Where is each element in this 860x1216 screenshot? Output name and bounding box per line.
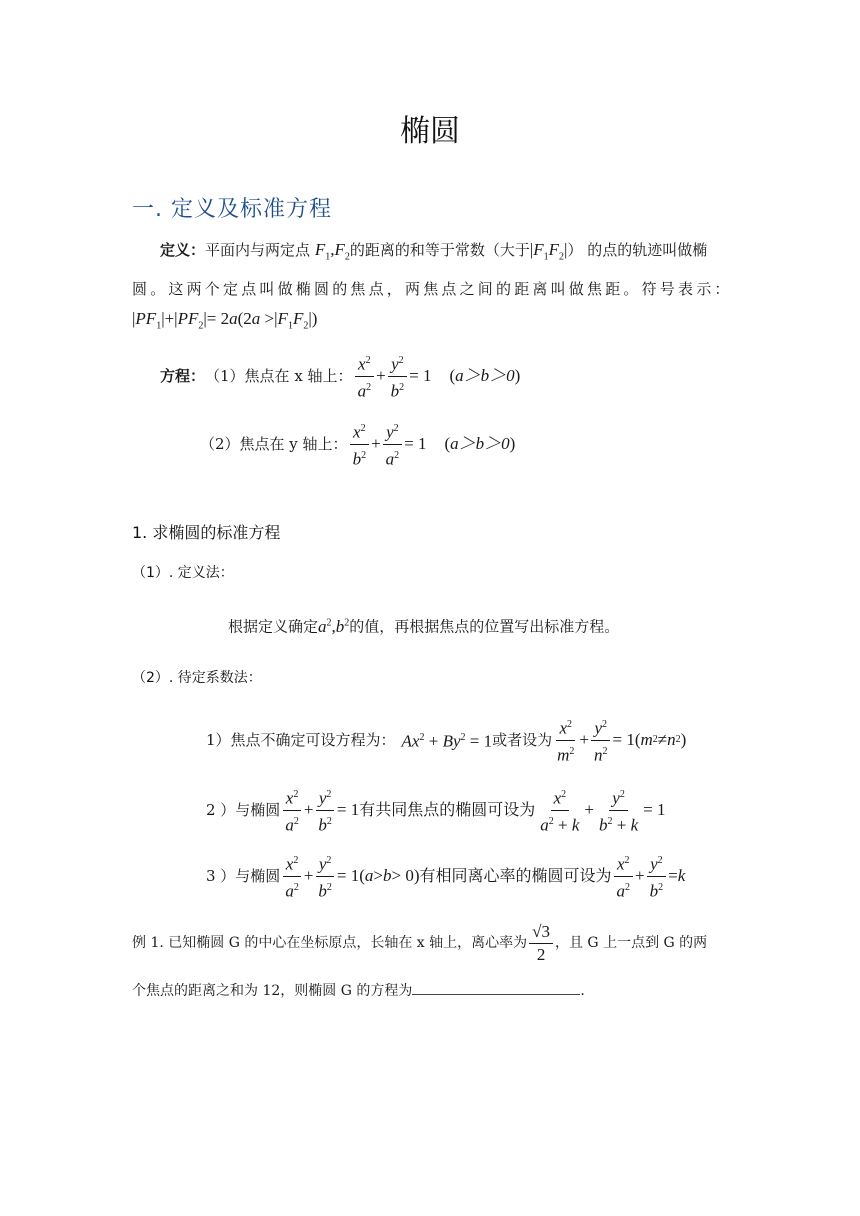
definition-text-1: 平面内与两定点 — [205, 241, 311, 259]
formula-foci: $F_1,F_2$ — [314, 240, 350, 263]
condition-1: (a＞b＞0) — [449, 366, 521, 385]
example-1-text-c: 个焦点的距离之和为 12，则椭圆 G 的方程为 — [132, 983, 413, 999]
definition-text-2: 的距离的和等于常数（大于 — [349, 241, 530, 259]
item-1 — [206, 714, 686, 766]
item-3 — [206, 850, 685, 902]
method-1-heading: （1）. 定义法： — [132, 565, 234, 581]
example-1-text-a: 例 1. 已知椭圆 G 的中心在坐标原点，长轴在 x 轴上，离心率为 — [132, 935, 528, 951]
definition-label: 定义： — [160, 241, 206, 259]
item-1-prefix: 1）焦点不确定可设方程为： — [206, 731, 396, 749]
formula-ellipse-ref-2: $\frac{x^2}{a^2}$ + $\frac{y^2}{b^2}$ = 1 — [280, 786, 359, 834]
equation-case-2-text: （2）焦点在 y 轴上： — [200, 435, 348, 453]
formula-ellipse-ref-3: $\frac{x^2}{a^2}$ + $\frac{y^2}{b^2}$ = 1( a > b > 0) — [280, 852, 419, 900]
definition-line-1 — [160, 240, 707, 267]
item-2 — [206, 784, 665, 836]
subsection-heading-standard-equation: 1. 求椭圆的标准方程 — [132, 523, 281, 542]
formula-x-axis: $\frac{x^2}{a^2}$ + $\frac{y^2}{b^2}$ = 1 — [353, 352, 432, 400]
formula-general: $Ax^2 + By^2 = 1$ — [401, 731, 493, 751]
formula-y-axis: $\frac{x^2}{b^2}$ + $\frac{y^2}{a^2}$ = 1 — [348, 420, 427, 468]
method-1-text — [228, 613, 619, 637]
section-heading-definition: 一. 定义及标准方程 — [132, 197, 332, 222]
example-1-line-1 — [132, 918, 707, 968]
formula-eccentricity: $\frac{√3}{2}$ — [527, 923, 555, 964]
answer-blank[interactable] — [412, 980, 580, 995]
example-1-text-b: ，且 G 上一点到 G 的两 — [554, 935, 708, 951]
item-3-mid: 有相同离心率的椭圆可设为 — [419, 866, 612, 885]
example-1-period: . — [580, 983, 585, 999]
formula-common-foci: $\frac{x^2}{a^2 + k}$ + $\frac{y^2}{b^2 + k}$ = 1 — [535, 786, 665, 834]
method-1-text-a: 根据定义确定 — [228, 617, 319, 636]
formula-same-eccentricity: $\frac{x^2}{a^2}$ + $\frac{y^2}{b^2}$ = k — [612, 852, 686, 900]
example-1-line-2 — [132, 980, 585, 1001]
item-2-prefix: 2 ）与椭圆 — [206, 801, 281, 819]
formula-mn: $\frac{x^2}{m^2}$ + $\frac{y^2}{n^2}$ = 1( m 2 ≠ n 2 ) — [552, 716, 686, 764]
equation-case-1-text: （1）焦点在 x 轴上： — [205, 367, 353, 385]
equation-label: 方程： — [160, 367, 206, 385]
definition-line-2: 圆。这两个定点叫做椭圆的焦点，两焦点之间的距离叫做焦距。符号表示： — [132, 280, 733, 298]
formula-f1f2: $|F_1F_2|$ — [529, 240, 568, 263]
item-2-mid: 有共同焦点的椭圆可设为 — [359, 800, 536, 819]
item-3-prefix: 3 ）与椭圆 — [206, 867, 281, 885]
formula-a2b2: $a^2,b^2$ — [318, 616, 350, 636]
condition-2: (a＞b＞0) — [444, 434, 516, 453]
definition-text-3: ） 的点的轨迹叫做椭 — [567, 241, 708, 259]
formula-definition: $|PF_1|+|PF_2|= 2a(2a >|F_1F_2|)$ — [132, 309, 318, 332]
equation-case-1 — [160, 352, 520, 400]
method-2-heading: （2）. 待定系数法： — [132, 670, 262, 686]
page-title: 椭圆 — [400, 114, 460, 149]
item-1-mid: 或者设为 — [492, 731, 553, 749]
method-1-text-b: 的值，再根据焦点的位置写出标准方程。 — [349, 617, 620, 636]
equation-case-2 — [200, 420, 515, 468]
